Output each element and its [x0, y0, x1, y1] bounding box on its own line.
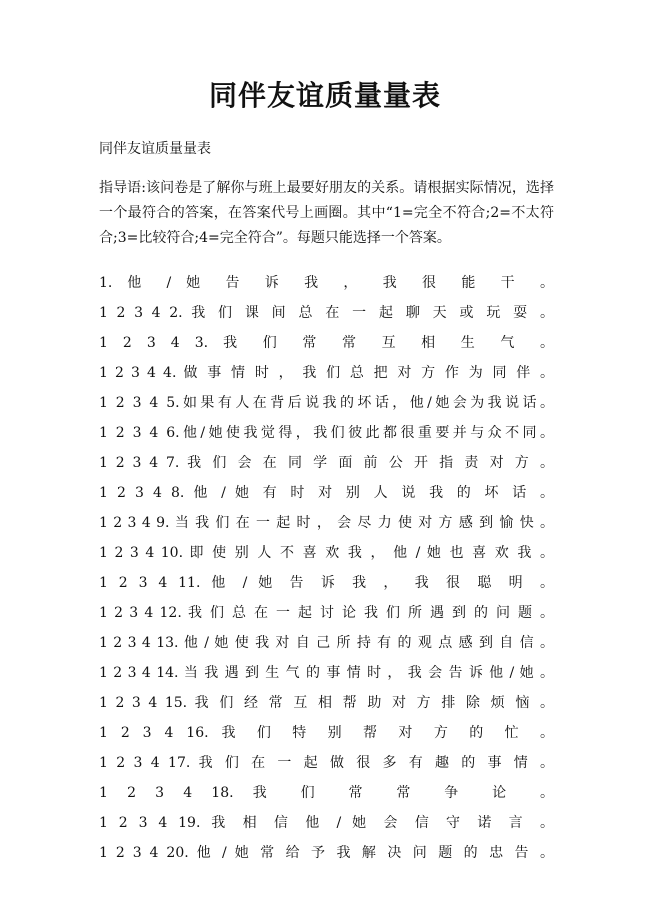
instructions-paragraph — [99, 176, 554, 251]
question-line: 1 2 3 4 2. 我 们 课 间 总 在 一 起 聊 天 或 玩 耍 。 — [99, 305, 554, 321]
document-subtitle: 同伴友谊质量量表 — [99, 141, 211, 157]
question-line: 1 2 3 4 4. 做 事 情 时 ， 我 们 总 把 对 方 作 为 同 伴 。 — [99, 365, 554, 381]
question-line: 1 2 3 4 19. 我 相 信 他 / 她 会 信 守 诺 言 。 — [99, 815, 554, 831]
question-line: 1 2 3 4 15. 我 们 经 常 互 相 帮 助 对 方 排 除 烦 恼 。 — [99, 695, 554, 711]
question-line: 1 2 3 4 3. 我 们 常 常 互 相 生 气 。 — [99, 335, 554, 351]
question-line: 1 2 3 4 17. 我 们 在 一 起 做 很 多 有 趣 的 事 情 。 — [99, 755, 554, 771]
question-line: 1 2 3 4 7. 我 们 会 在 同 学 面 前 公 开 指 责 对 方 。 — [99, 455, 554, 471]
question-line: 1 2 3 4 14. 当 我 遇 到 生 气 的 事 情 时 ， 我 会 告 诉 他 / 她 。 — [99, 665, 554, 681]
question-line: 1 2 3 4 5.如果有人在背后说我的坏话，他/她会为我说话。 — [99, 395, 554, 411]
question-line: 1 2 3 4 20. 他 / 她 常 给 予 我 解 决 问 题 的 忠 告 。 — [99, 845, 554, 861]
question-line: 1 2 3 4 18. 我 们 常 常 争 论 。 — [99, 785, 554, 801]
question-line: 1. 他 / 她 告 诉 我 ， 我 很 能 干 。 — [99, 275, 554, 291]
question-line: 1 2 3 4 12. 我 们 总 在 一 起 讨 论 我 们 所 遇 到 的 问 题 。 — [99, 605, 554, 621]
question-line: 1 2 3 4 10. 即 使 别 人 不 喜 欢 我 ， 他 / 她 也 喜 欢 我 。 — [99, 545, 554, 561]
question-line: 1 2 3 4 6.他/她使我觉得，我们彼此都很重要并与众不同。 — [99, 425, 554, 441]
question-line: 1 2 3 4 9. 当 我 们 在 一 起 时 ， 会 尽 力 使 对 方 感 到 愉 快 。 — [99, 515, 554, 531]
instructions-text: 指导语:该问卷是了解你与班上最要好朋友的关系。请根据实际情况，选择一个最符合的答案，在答案代号上画圈。其中“1=完全不符合;2=不太符合;3=比较符合;4=完全符合”。每题只能选择一个答案。 — [99, 180, 554, 246]
question-line: 1 2 3 4 16. 我 们 特 别 帮 对 方 的 忙 。 — [99, 725, 554, 741]
question-line: 1 2 3 4 11. 他 / 她 告 诉 我 ， 我 很 聪 明 。 — [99, 575, 554, 591]
question-line: 1 2 3 4 8. 他 / 她 有 时 对 别 人 说 我 的 坏 话 。 — [99, 485, 554, 501]
document-title: 同伴友谊质量量表 — [208, 79, 441, 112]
question-line: 1 2 3 4 13. 他 / 她 使 我 对 自 己 所 持 有 的 观 点 感 到 自 信 。 — [99, 635, 554, 651]
